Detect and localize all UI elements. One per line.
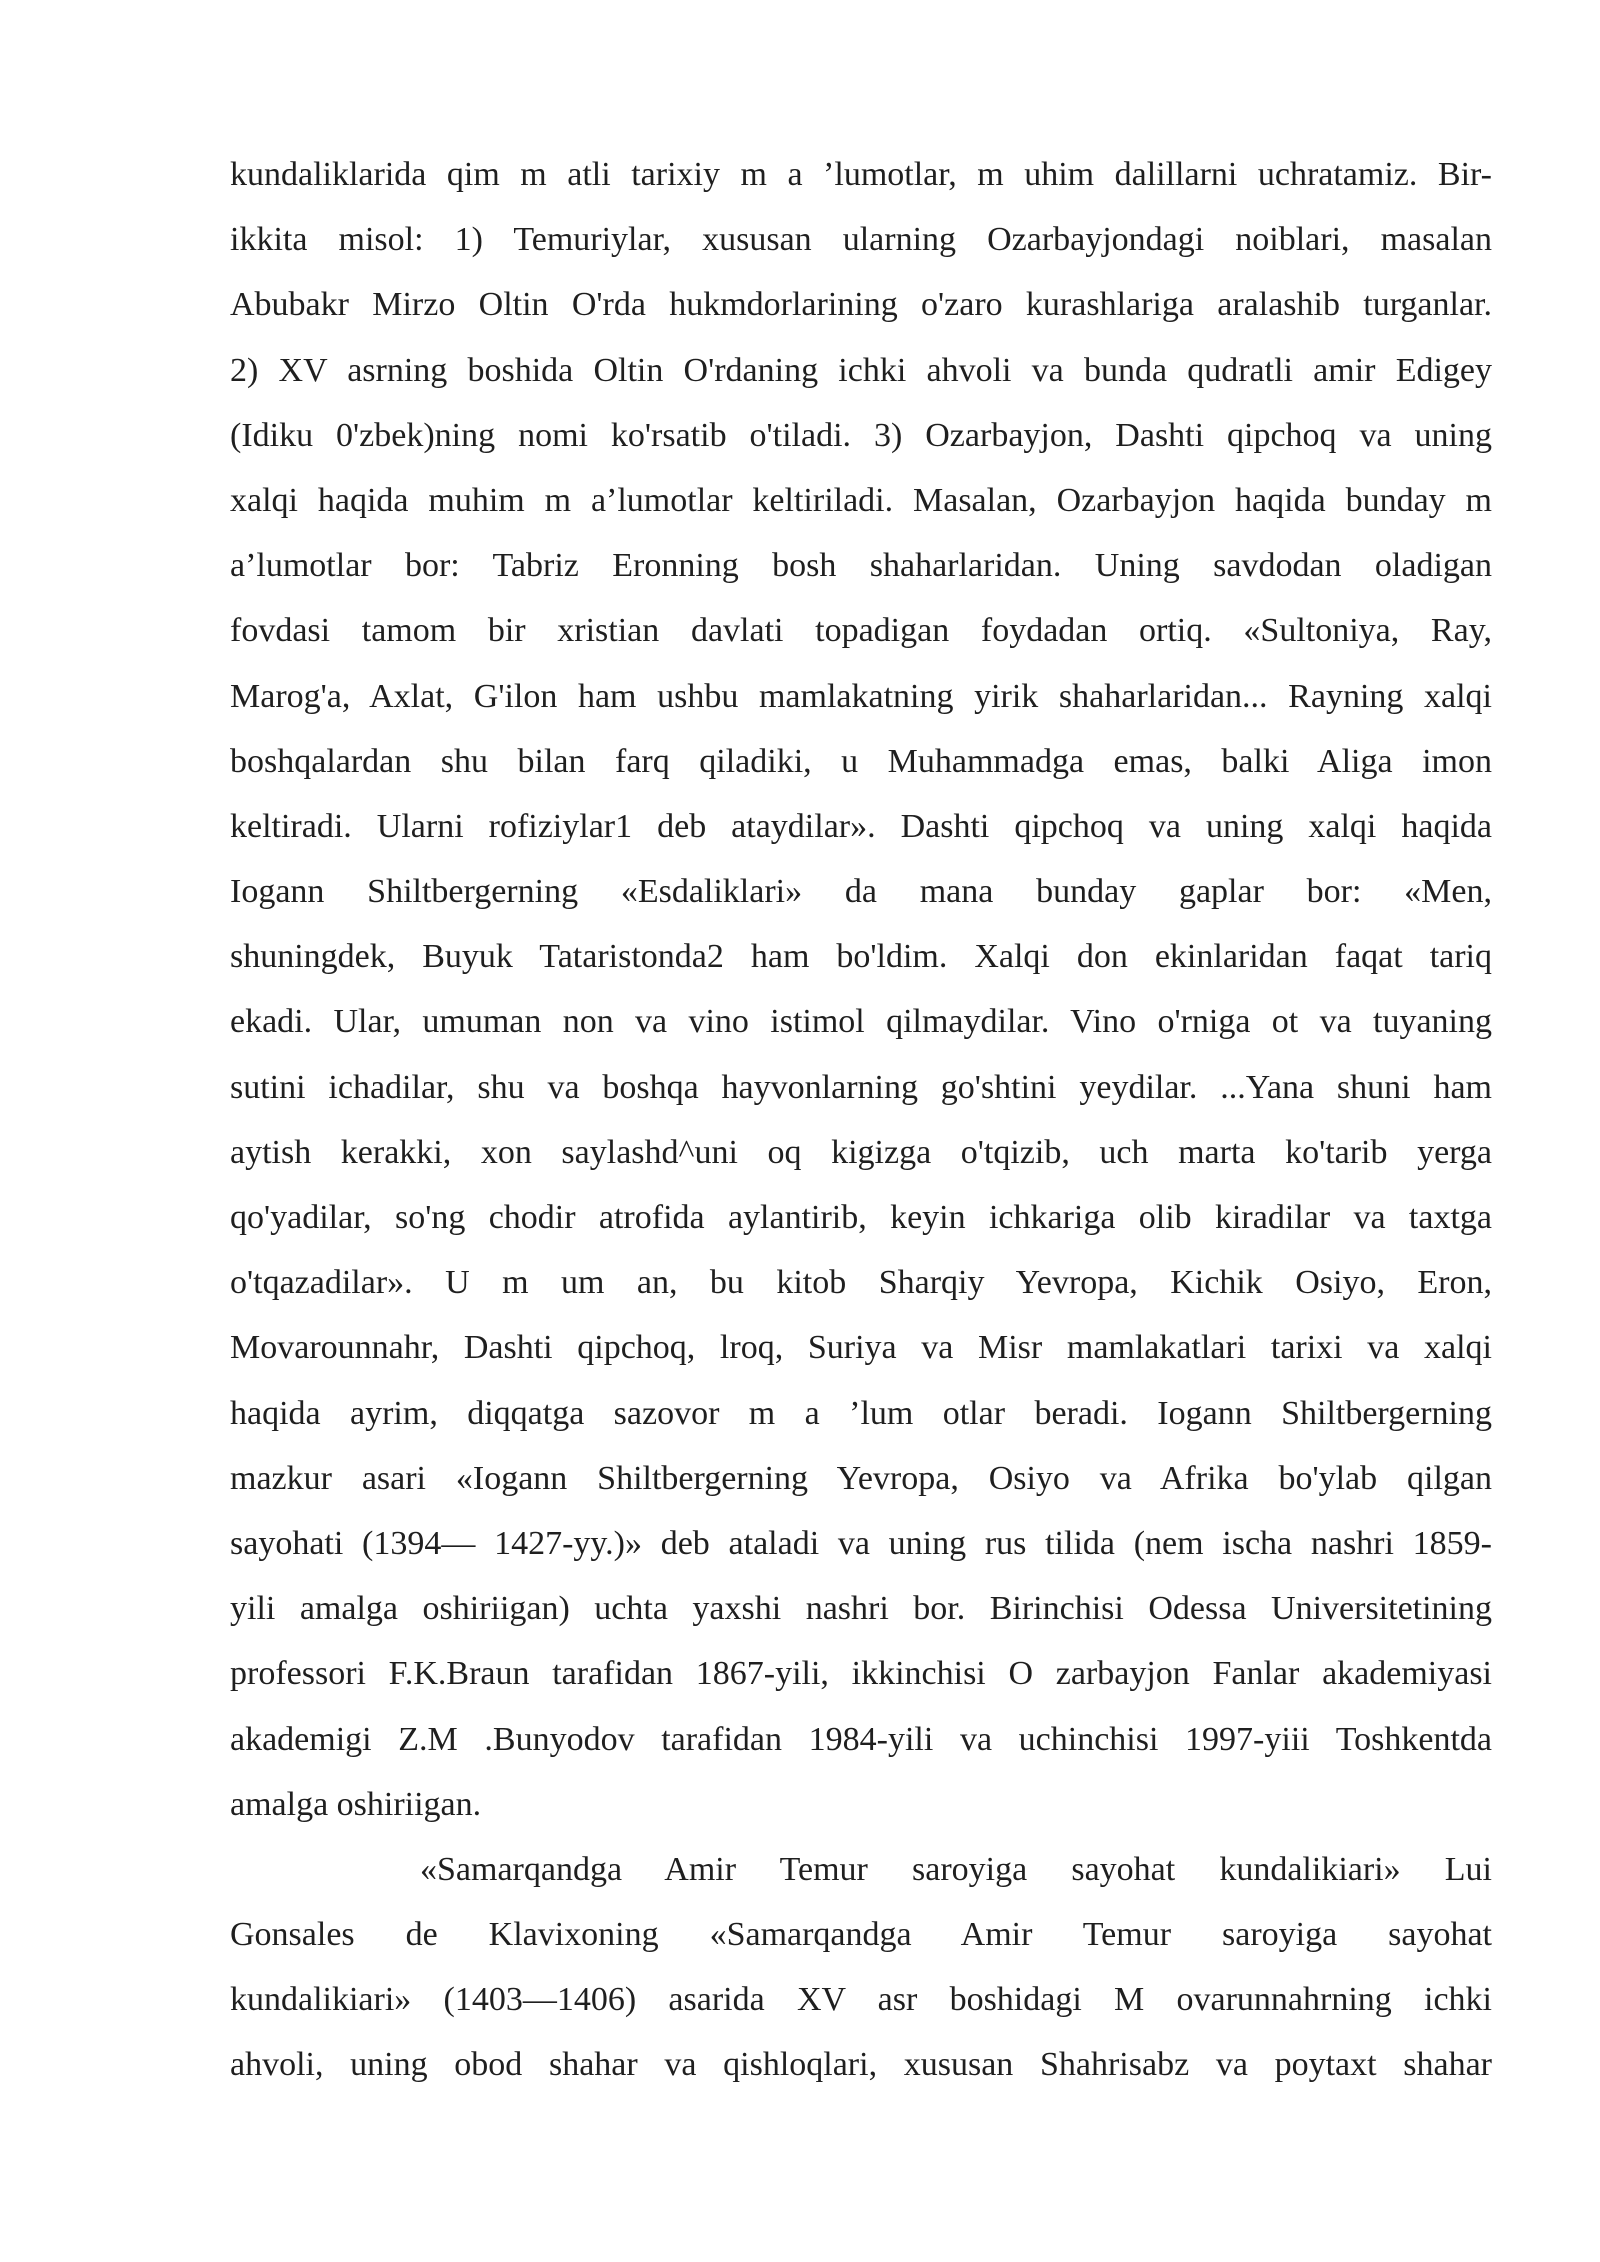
paragraph-end-line: amalga oshiriigan.: [230, 1785, 482, 1823]
text-line: aytish kerakki, xon saylashd^uni oq kigizga o'tqizib, uch marta ko'tarib yerga: [230, 1133, 1492, 1171]
text-line: Gonsales de Klavixoning «Samarqandga Amir Temur saroyiga sayohat: [230, 1916, 1492, 1954]
text-line: yili amalga oshiriigan) uchta yaxshi nashri bor. Birinchisi Odessa Universitetining: [230, 1590, 1492, 1628]
text-line: professori F.K.Braun tarafidan 1867-yili, ikkinchisi O zarbayjon Fanlar akademiyasi: [230, 1655, 1492, 1693]
text-line: boshqalardan shu bilan farq qiladiki, u Muhammadga emas, balki Aliga imon: [230, 742, 1492, 780]
text-line: keltiradi. Ularni rofiziylar1 deb ataydilar». Dashti qipchoq va uning xalqi haqida: [230, 807, 1492, 845]
text-line: 2) XV asrning boshida Oltin O'rdaning ichki ahvoli va bunda qudratli amir Edigey: [230, 351, 1492, 389]
text-line: kundaliklarida qim m atli tarixiy m a ’lumotlar, m uhim dalillarni uchratamiz. Bir-: [230, 156, 1492, 193]
paragraph-first-line: «Samarqandga Amir Temur saroyiga sayohat kundalikiari» Lui: [420, 1850, 1492, 1888]
text-line: sutini ichadilar, shu va boshqa hayvonlarning go'shtini yeydilar. ...Yana shuni ham: [230, 1068, 1492, 1106]
text-line: Abubakr Mirzo Oltin O'rda hukmdorlarining o'zaro kurashlariga aralashib turganlar.: [230, 286, 1492, 324]
text-line: mazkur asari «Iogann Shiltbergerning Yevropa, Osiyo va Afrika bo'ylab qilgan: [230, 1459, 1492, 1497]
text-line: qo'yadilar, so'ng chodir atrofida aylantirib, keyin ichkariga olib kiradilar va taxtga: [230, 1199, 1492, 1236]
text-line: a’lumotlar bor: Tabriz Eronning bosh shaharlaridan. Uning savdodan oladigan: [230, 547, 1492, 585]
body-text: [230, 150, 1492, 2106]
text-line: xalqi haqida muhim m a’lumotlar keltiriladi. Masalan, Ozarbayjon haqida bunday m: [230, 481, 1492, 519]
text-line: sayohati (1394— 1427-yy.)» deb ataladi va uning rus tilida (nem ischa nashri 1859-: [230, 1524, 1492, 1562]
text-line: Movarounnahr, Dashti qipchoq, lroq, Suriya va Misr mamlakatlari tarixi va xalqi: [230, 1329, 1492, 1367]
text-line: shuningdek, Buyuk Tataristonda2 ham bo'ldim. Xalqi don ekinlaridan faqat tariq: [230, 938, 1492, 976]
text-line: akademigi Z.M .Bunyodov tarafidan 1984-yili va uchinchisi 1997-yiii Toshkentda: [230, 1720, 1492, 1758]
text-line: ekadi. Ular, umuman non va vino istimol qilmaydilar. Vino o'rniga ot va tuyaning: [230, 1003, 1492, 1041]
text-line: (Idiku 0'zbek)ning nomi ko'rsatib o'tiladi. 3) Ozarbayjon, Dashti qipchoq va uning: [230, 416, 1492, 454]
text-line: ahvoli, uning obod shahar va qishloqlari, xususan Shahrisabz va poytaxt shahar: [230, 2046, 1492, 2084]
text-line: Marog'a, Axlat, G'ilon ham ushbu mamlakatning yirik shaharlaridan... Rayning xalqi: [230, 677, 1492, 715]
text-line: Iogann Shiltbergerning «Esdaliklari» da mana bunday gaplar bor: «Men,: [230, 873, 1492, 911]
text-line: ikkita misol: 1) Temuriylar, xususan ularning Ozarbayjondagi noiblari, masalan: [230, 221, 1492, 259]
text-line: haqida ayrim, diqqatga sazovor m a ’lum otlar beradi. Iogann Shiltbergerning: [230, 1394, 1492, 1432]
text-line: o'tqazadilar». U m um an, bu kitob Sharqiy Yevropa, Kichik Osiyo, Eron,: [230, 1264, 1492, 1302]
text-line: kundalikiari» (1403—1406) asarida XV asr boshidagi M ovarunnahrning ichki: [230, 1981, 1492, 2019]
text-line: fovdasi tamom bir xristian davlati topadigan foydadan ortiq. «Sultoniya, Ray,: [230, 612, 1492, 650]
